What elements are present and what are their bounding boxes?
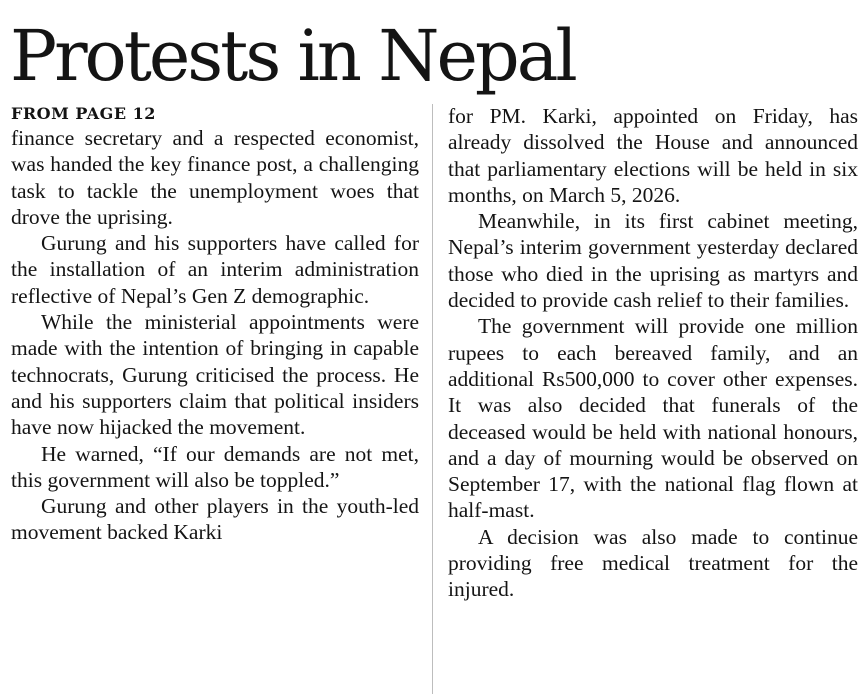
paragraph: Gurung and his supporters have called for the installation of an interim administration reflective of Nepal’s Gen Z demographic. [11, 231, 419, 308]
paragraph: Gurung and other players in the youth-led movement backed Karki [11, 494, 419, 545]
headline: Protests in Nepal [10, 15, 575, 97]
paragraph: for PM. Karki, appointed on Friday, has already dissolved the House and announced that parliamentary elections will be held in six months, on March 5, 2026. [448, 104, 858, 207]
right-column [448, 103, 858, 603]
paragraph: Meanwhile, in its first cabinet meeting, Nepal’s interim government yesterday declared those who died in the uprising as martyrs and decided to provide cash relief to their families. [448, 209, 858, 313]
paragraph: While the ministerial appointments were made with the intention of bringing in capable technocrats, Gurung criticised the process. He and his supporters claim that political insiders have now hijacked the movement. [11, 310, 419, 440]
paragraph: finance secretary and a respected economist, was handed the key finance post, a challenging task to tackle the unemployment woes that drove the uprising. [11, 126, 419, 229]
left-column [11, 103, 419, 546]
paragraph: He warned, “If our demands are not met, this government will also be toppled.” [11, 441, 419, 492]
column-divider [432, 104, 433, 694]
paragraph: A decision was also made to continue providing free medical treatment for the injured. [448, 524, 858, 602]
paragraph: The government will provide one million rupees to each bereaved family, and an additional Rs500,000 to cover other expenses. It was also decided that funerals of the deceased would be held with national honours, and a day of mourning would be observed on September 17, with the national flag flown at half-mast. [448, 314, 858, 523]
jump-label: FROM PAGE 12 [11, 104, 156, 123]
